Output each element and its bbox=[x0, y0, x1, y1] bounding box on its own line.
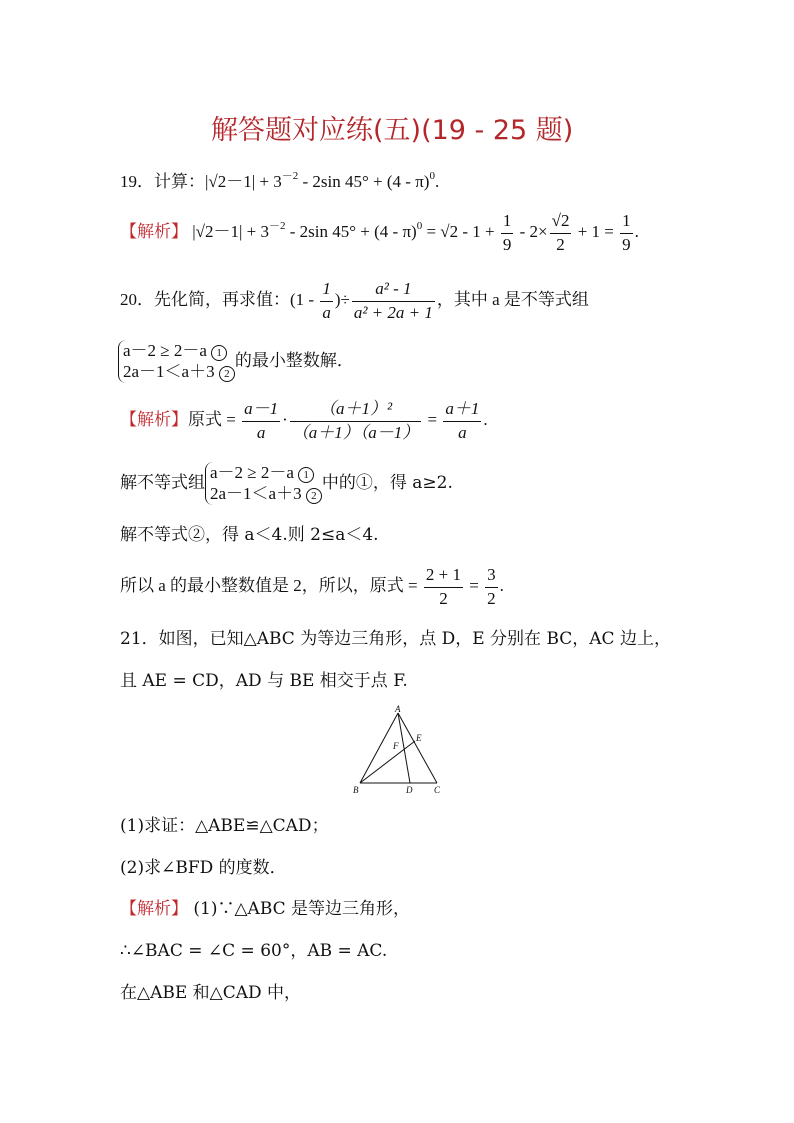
label-a: A bbox=[395, 704, 401, 714]
inequality-system: a－2 ≥ 2－a 1 2a－1＜a＋3 2 bbox=[205, 462, 322, 505]
jiexi-label: 【解析】 bbox=[120, 222, 188, 242]
fraction: $\frac{a-1}{a}$ bbox=[244, 399, 279, 442]
q20-div: )÷ bbox=[334, 290, 350, 310]
q20-sol-pre: 原式 = bbox=[188, 410, 241, 430]
q20-solution-4: 所以 a 的最小整数值是 2，所以，原式 = $\frac{2 + 1}{2}$ = $\frac{3}{2}$ . bbox=[120, 565, 504, 608]
q19-expr-a: |√2－1| + 3 bbox=[205, 172, 282, 191]
question-20 bbox=[120, 280, 589, 322]
fraction: $\frac{√2}{2}$ bbox=[551, 211, 570, 254]
q20-line2-pre: 解不等式组 bbox=[120, 472, 205, 493]
q21-sol1-text: (1)∵△ABC 是等边三角形， bbox=[193, 899, 411, 919]
fraction: $\frac{3}{2}$ bbox=[487, 565, 496, 608]
q19-sol-a: |√2－1| + 3 bbox=[192, 222, 269, 242]
q19-minus: - 2× bbox=[515, 222, 548, 242]
jiexi-label: 【解析】 bbox=[120, 410, 188, 430]
q21-solution-2: ∴∠BAC = ∠C = 60°，AB = AC. bbox=[120, 941, 388, 961]
triangle-figure bbox=[350, 703, 450, 798]
q19-end: . bbox=[434, 172, 440, 191]
q19-sol-exp: －2 bbox=[268, 220, 286, 233]
label-b: B bbox=[353, 785, 359, 795]
q20-system bbox=[118, 340, 354, 383]
q20-line4-pre: 所以 a 的最小整数值是 2，所以，原式 = bbox=[120, 576, 422, 596]
q19-sol-b: - 2sin 45° + (4 - π) bbox=[285, 222, 417, 242]
label-f: F bbox=[393, 741, 399, 751]
jiexi-label: 【解析】 bbox=[120, 899, 188, 919]
label-d: D bbox=[406, 785, 413, 795]
q21-part2: (2)求∠BFD 的度数． bbox=[120, 858, 287, 878]
fraction: $\frac{1}{a}$ bbox=[322, 279, 331, 322]
q19-expr-b: - 2sin 45° + (4 - π) bbox=[298, 172, 430, 191]
q20-solution-3: 解不等式②，得 a＜4.则 2≤a＜4. bbox=[120, 525, 379, 545]
question-21-line2: 且 AE = CD，AD 与 BE 相交于点 F. bbox=[120, 671, 408, 691]
q21-solution-1 bbox=[120, 901, 410, 918]
q19-plus: + 1 = bbox=[573, 222, 619, 242]
circled-1: 1 bbox=[211, 345, 227, 361]
label-c: C bbox=[434, 785, 441, 795]
inequality-system bbox=[118, 340, 235, 383]
q20-line2-post: 中的①，得 a≥2. bbox=[321, 472, 453, 493]
q20-tail2: 的最小整数解． bbox=[234, 350, 354, 371]
page-title: 解答题对应练(五)(19 - 25 题) bbox=[211, 115, 574, 146]
inequality-2: 2a－1＜a＋3 bbox=[123, 362, 215, 382]
q21-part1: (1)求证：△ABE≌△CAD； bbox=[120, 816, 329, 836]
inequality-1: a－2 ≥ 2－a bbox=[123, 341, 207, 360]
question-19 bbox=[120, 170, 440, 191]
question-21-line1: 21．如图，已知△ABC 为等边三角形，点 D，E 分别在 BC，AC 边上， bbox=[120, 629, 671, 649]
q19-number: 19．计算： bbox=[120, 172, 205, 191]
q19-exp: －2 bbox=[281, 170, 299, 182]
period: . bbox=[634, 222, 639, 242]
q20-number: 20．先化简，再求值：(1 - bbox=[120, 290, 319, 310]
q19-sol-exp0: 0 bbox=[416, 220, 423, 233]
fraction: $\frac{1}{9}$ bbox=[622, 211, 631, 254]
fraction: $\frac{2 + 1}{2}$ bbox=[425, 565, 461, 608]
q19-solution bbox=[120, 212, 639, 254]
q19-exp0: 0 bbox=[429, 170, 435, 182]
q20-tail: ，其中 a 是不等式组 bbox=[436, 290, 589, 310]
fraction: $\frac{1}{9}$ bbox=[502, 211, 512, 254]
q20-solution-1: 【解析】原式 = $\frac{a-1}{a}$ · $\frac{\text{（a＋1）²}}{(a+1)(a-1)}$ = $\frac{a+1}{a}$ . bbox=[120, 399, 488, 442]
circled-2: 2 bbox=[219, 366, 235, 382]
fraction: $\frac{\text{（a＋1）²}}{(a+1)(a-1)}$ bbox=[291, 399, 420, 442]
q20-solution-2 bbox=[120, 462, 453, 505]
q19-sol-c: = √2 - 1 + bbox=[422, 222, 499, 242]
fraction: $\frac{a+1}{a}$ bbox=[445, 399, 480, 442]
fraction: $\frac{\text{a² - 1}}{\text{a² + 2a + 1}}$ bbox=[353, 279, 433, 322]
label-e: E bbox=[416, 733, 422, 743]
q21-solution-3: 在△ABE 和△CAD 中， bbox=[120, 983, 302, 1003]
